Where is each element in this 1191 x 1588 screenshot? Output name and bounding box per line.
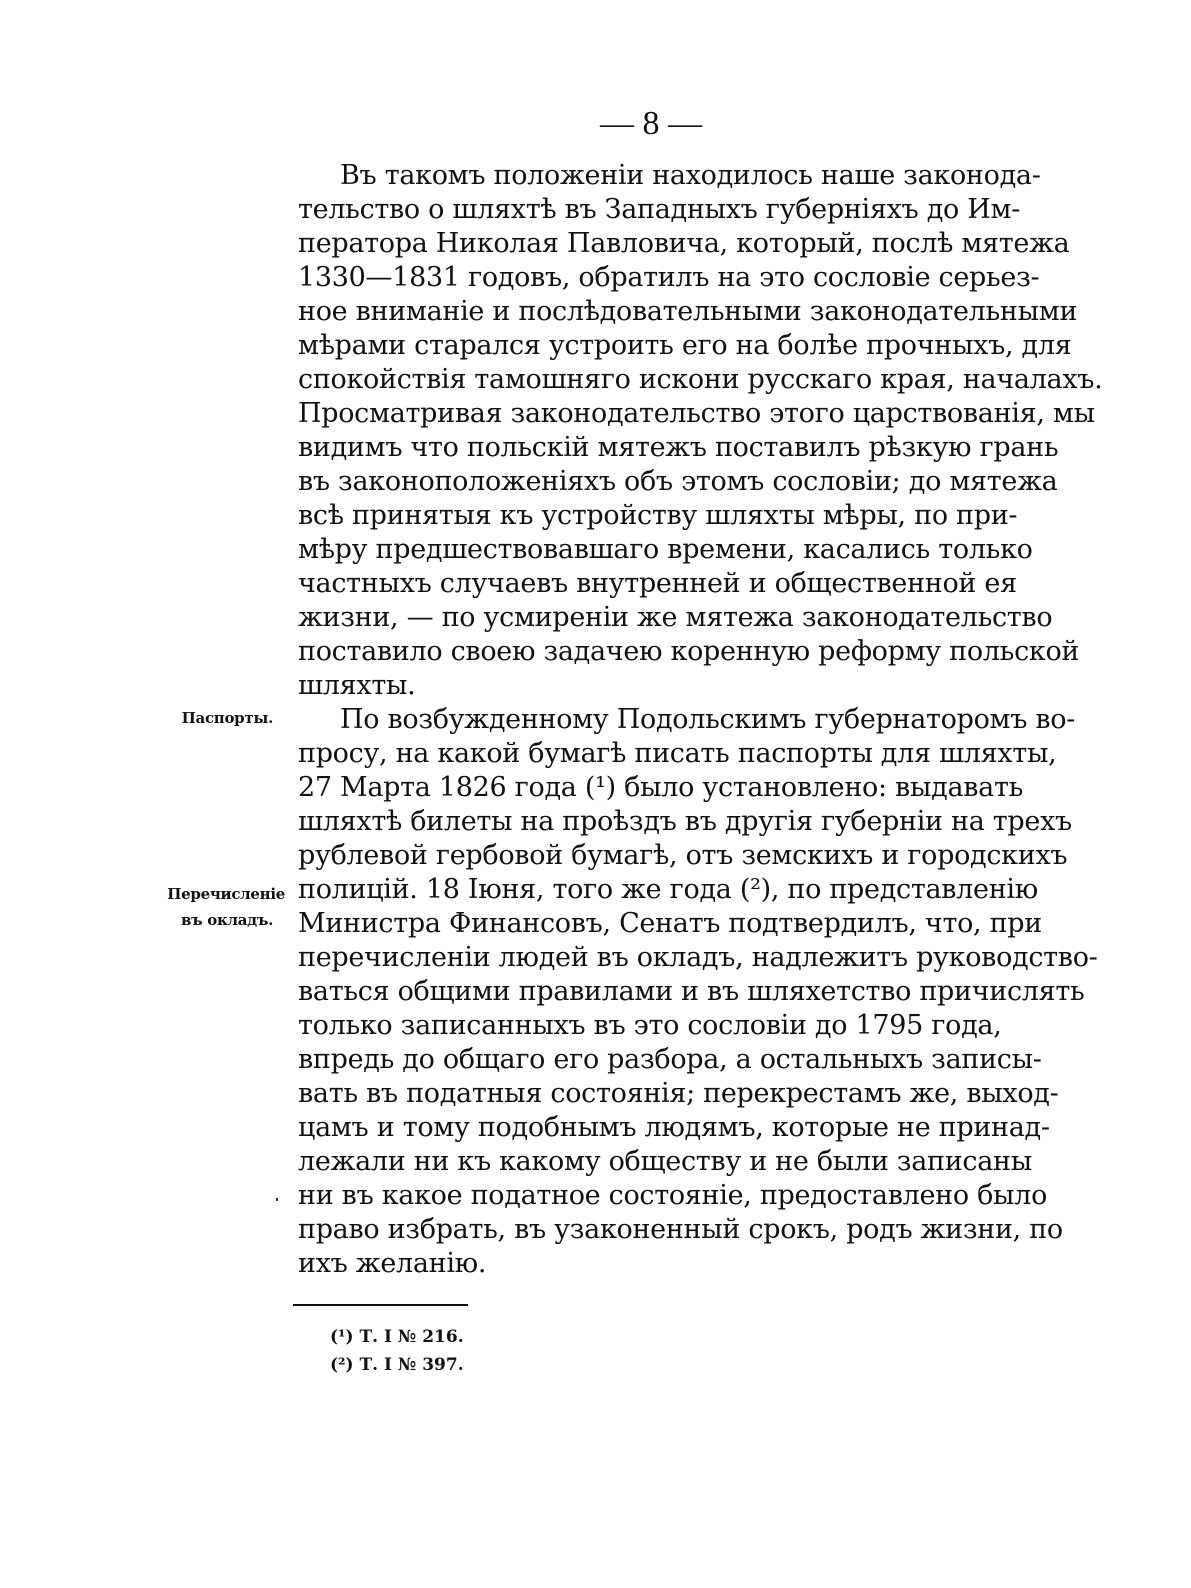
footnote-rule: [293, 1304, 468, 1306]
body-text-line: просу, на какой бумагѣ писать паспорты для шляхты,: [298, 738, 1057, 769]
body-text-line: рублевой гербовой бумагѣ, отъ земскихъ и городскихъ: [298, 840, 1068, 871]
body-text-line: полицій. 18 Іюня, того же года (²), по представленію: [298, 874, 1038, 905]
body-text-line: ператора Николая Павловича, который, послѣ мятежа: [298, 228, 1070, 259]
page-number: — 8 —: [600, 105, 702, 142]
body-text-line: Въ такомъ положеніи находилось наше законода-: [340, 160, 1041, 191]
body-text-line: перечисленіи людей въ окладъ, надлежитъ руководство-: [298, 942, 1098, 973]
margin-dot: [276, 1198, 278, 1201]
body-text-line: мѣру предшествовавшаго времени, касались только: [298, 534, 1033, 565]
body-text-line: ваться общими правилами и въ шляхетство причислять: [298, 976, 1085, 1007]
body-text-line: только записанныхъ въ это сословіи до 1795 года,: [298, 1010, 1002, 1041]
margin-note-passports: Паспорты.: [181, 709, 273, 727]
body-text-line: шляхтѣ билеты на проѣздъ въ другія губерніи на трехъ: [298, 806, 1072, 837]
body-text-line: ни въ какое податное состояніе, предоставлено было: [298, 1180, 1048, 1211]
body-text-line: частныхъ случаевъ внутренней и общественной ея: [298, 568, 1017, 599]
body-text-line: шляхты.: [298, 670, 416, 701]
body-text-line: право избрать, въ узаконенный срокъ, родъ жизни, по: [298, 1214, 1063, 1245]
body-text-line: вать въ податныя состоянія; перекрестамъ же, выход-: [298, 1078, 1059, 1109]
body-text-line: видимъ что польскій мятежъ поставилъ рѣзкую грань: [298, 432, 1059, 463]
body-text-line: 27 Марта 1826 года (¹) было установлено: выдавать: [298, 772, 1023, 803]
footnote-1: (¹) Т. I № 216.: [330, 1327, 464, 1347]
margin-note-enrollment-line2: въ окладъ.: [180, 911, 273, 929]
body-text-line: поставило своею задачею коренную реформу польской: [298, 636, 1080, 667]
body-text-line: ное вниманіе и послѣдовательными законодательными: [298, 296, 1078, 327]
body-text-line: тельство о шляхтѣ въ Западныхъ губерніяхъ до Им-: [298, 194, 1021, 225]
margin-note-enrollment-line1: Перечисленіе: [167, 885, 285, 903]
footnote-2: (²) Т. I № 397.: [330, 1355, 464, 1375]
body-text-line: Министра Финансовъ, Сенатъ подтвердилъ, что, при: [298, 908, 1042, 939]
body-text-line: лежали ни къ какому обществу и не были записаны: [298, 1146, 1032, 1177]
body-text-line: цамъ и тому подобнымъ людямъ, которые не принад-: [298, 1112, 1050, 1143]
body-text-line: ихъ желанію.: [298, 1248, 487, 1279]
body-text-line: всѣ принятыя къ устройству шляхты мѣры, по при-: [298, 500, 1018, 531]
body-text-line: По возбужденному Подольскимъ губернаторомъ во-: [340, 704, 1076, 735]
body-text-line: Просматривая законодательство этого царствованія, мы: [298, 398, 1095, 429]
body-text-line: въ законоположеніяхъ объ этомъ сословіи; до мятежа: [298, 466, 1058, 497]
body-text-line: спокойствія тамошняго искони русскаго края, началахъ.: [298, 364, 1103, 395]
body-text-line: жизни, — по усмиреніи же мятежа законодательство: [298, 602, 1053, 633]
body-text-line: 1330—1831 годовъ, обратилъ на это сословіе серьез-: [298, 262, 1040, 293]
body-text-line: впредь до общаго его разбора, а остальныхъ записы-: [298, 1044, 1042, 1075]
body-text-line: мѣрами старался устроить его на болѣе прочныхъ, для: [298, 330, 1072, 361]
